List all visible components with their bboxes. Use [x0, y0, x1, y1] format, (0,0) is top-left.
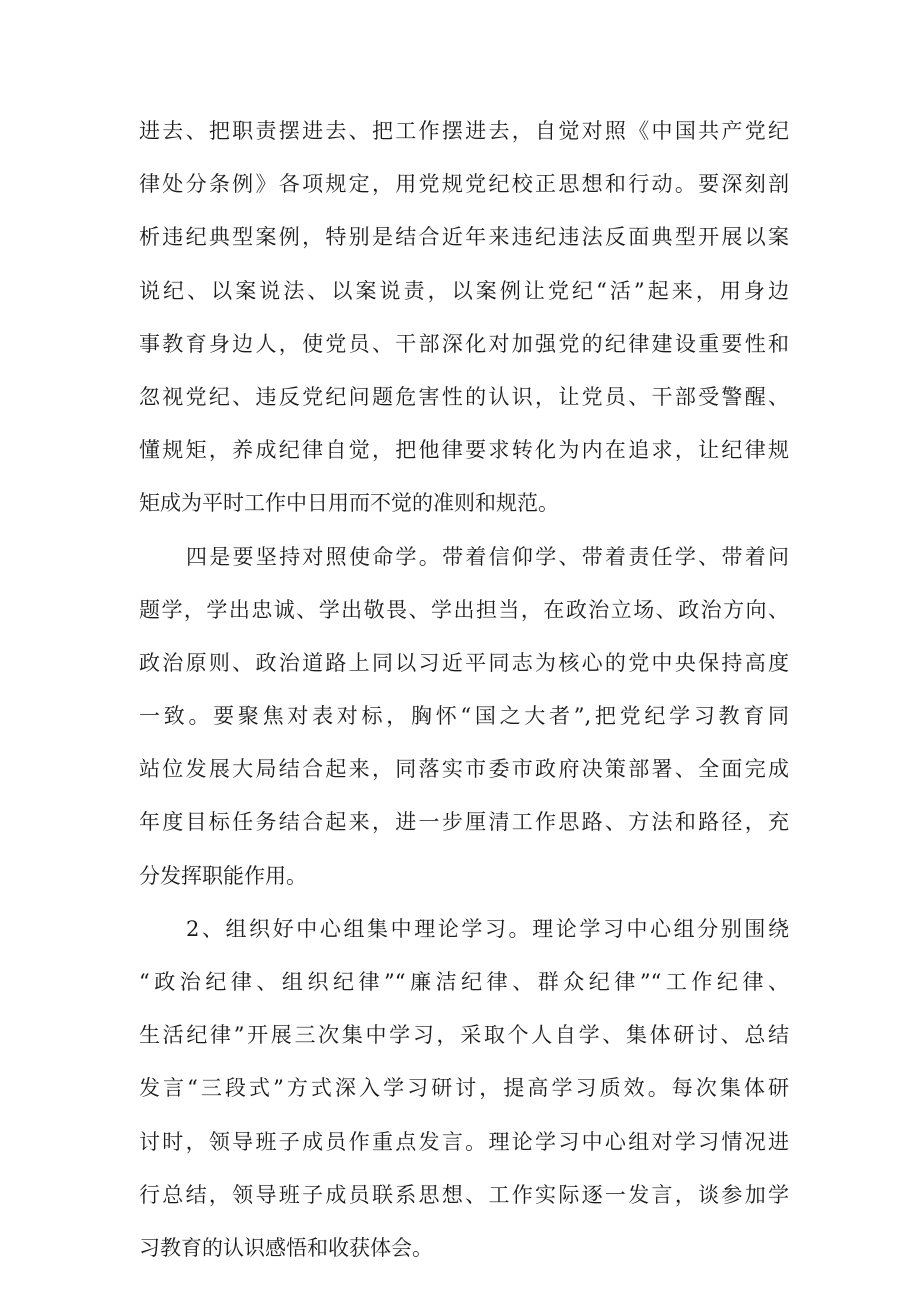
text-line: “政治纪律、组织纪律”“廉洁纪律、群众纪律”“工作纪律、 — [139, 970, 789, 994]
text-line: 一致。要聚焦对表对标，胸怀“国之大者”,把党纪学习教育同 — [139, 704, 789, 729]
text-line: 站位发展大局结合起来，同落实市委市政府决策部署、全面完成 — [139, 757, 789, 782]
text-line: 政治原则、政治道路上同以习近平同志为核心的党中央保持高度 — [139, 650, 789, 675]
text-line: 四是要坚持对照使命学。带着信仰学、带着责任学、带着问 — [186, 544, 789, 569]
text-line: 发言“三段式”方式深入学习研讨，提高学习质效。每次集体研 — [139, 1076, 789, 1101]
text-line: 年度目标任务结合起来，进一步厘清工作思路、方法和路径，充 — [139, 810, 789, 835]
text-line: 事教育身边人，使党员、干部深化对加强党的纪律建设重要性和 — [139, 331, 789, 356]
text-line: 习教育的认识感悟和收获体会。 — [139, 1235, 433, 1260]
text-line: 2、组织好中心组集中理论学习。理论学习中心组分别围绕 — [186, 916, 789, 941]
text-line: 生活纪律”开展三次集中学习，采取个人自学、集体研讨、总结 — [139, 1023, 789, 1048]
paragraph — [139, 531, 789, 903]
text-line: 行总结，领导班子成员联系思想、工作实际逐一发言，谈参加学 — [139, 1182, 789, 1207]
text-line: 题学，学出忠诚、学出敬畏、学出担当，在政治立场、政治方向、 — [139, 597, 789, 622]
paragraph — [139, 903, 789, 1275]
text-line: 矩成为平时工作中日用而不觉的准则和规范。 — [139, 491, 559, 516]
text-line: 律处分条例》各项规定，用党规党纪校正思想和行动。要深刻剖 — [139, 172, 789, 197]
paragraph — [139, 105, 789, 531]
text-line: 进去、把职责摆进去、把工作摆进去，自觉对照《中国共产党纪 — [139, 119, 789, 143]
text-line: 忽视党纪、违反党纪问题危害性的认识，让党员、干部受警醒、 — [139, 384, 789, 409]
text-line: 分发挥职能作用。 — [139, 863, 307, 888]
text-line: 讨时，领导班子成员作重点发言。理论学习中心组对学习情况进 — [139, 1129, 789, 1154]
text-line: 懂规矩，养成纪律自觉，把他律要求转化为内在追求，让纪律规 — [139, 438, 789, 463]
text-line: 析违纪典型案例，特别是结合近年来违纪违法反面典型开展以案 — [139, 225, 789, 250]
body-text — [139, 105, 789, 1275]
text-line: 说纪、以案说法、以案说责，以案例让党纪“活”起来，用身边 — [139, 278, 789, 303]
